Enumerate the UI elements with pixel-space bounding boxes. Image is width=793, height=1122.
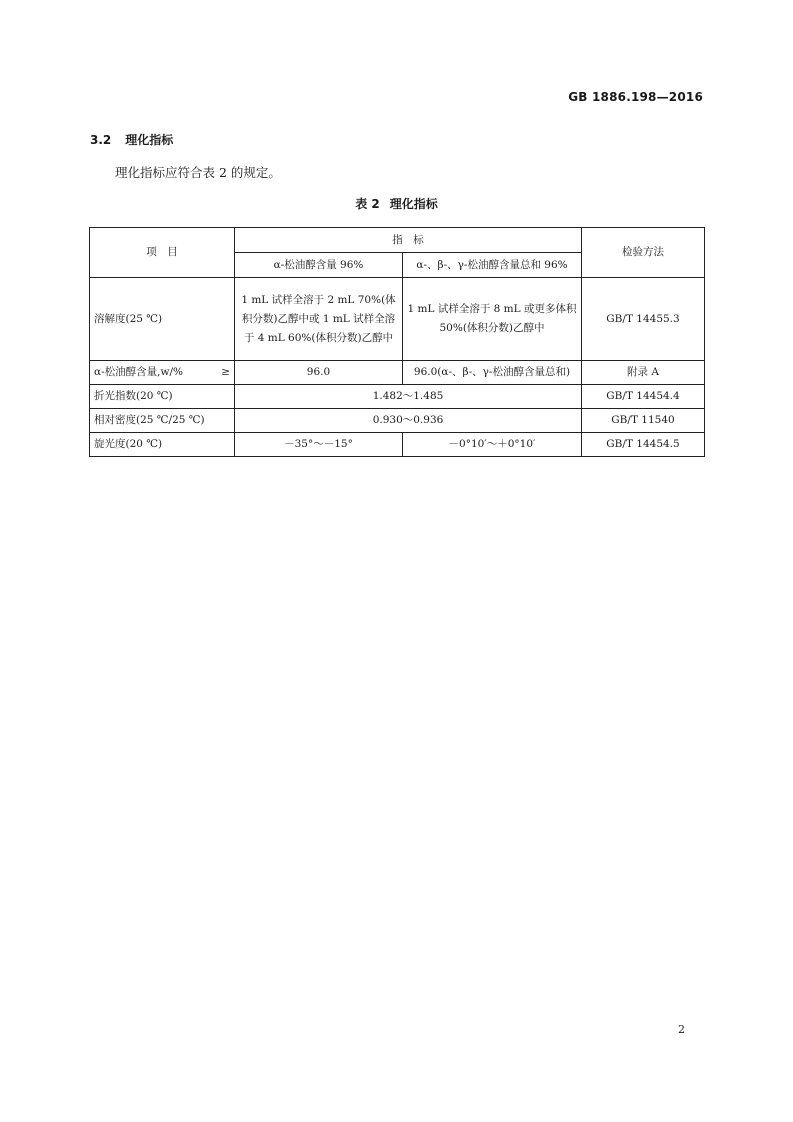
table-row [90,385,705,409]
cell-value: 1 mL 试样全溶于 8 mL 或更多体积 50%(体积分数)乙醇中 [403,278,582,361]
cell-method: GB/T 14455.3 [582,278,705,361]
table-caption [0,195,793,212]
cell-method: GB/T 14454.5 [582,433,705,457]
section-title: 理化指标 [125,133,174,147]
cell-value: 96.0 [235,361,403,385]
table-caption-number: 表 2 [355,197,380,211]
body-paragraph: 理化指标应符合表 2 的规定。 [115,165,281,180]
cell-value: －35°～－15° [235,433,403,457]
table-header-row [90,228,705,253]
table-caption-title: 理化指标 [389,197,438,211]
standard-code: GB 1886.198—2016 [568,90,703,104]
cell-item: 折光指数(20 ℃) [90,385,235,409]
cell-item: 旋光度(20 ℃) [90,433,235,457]
cell-item-label: α-松油醇含量,w/% [94,366,183,378]
subheader-alpha: α-松油醇含量 96% [235,253,403,278]
cell-value: －0°10′～＋0°10′ [403,433,582,457]
subheader-total: α-、β-、γ-松油醇含量总和 96% [403,253,582,278]
cell-item: 溶解度(25 ℃) [90,278,235,361]
page-number: 2 [678,1023,685,1036]
cell-method: 附录 A [582,361,705,385]
cell-item [90,361,235,385]
section-number: 3.2 [90,133,112,147]
cell-item: 相对密度(25 ℃/25 ℃) [90,409,235,433]
cell-item-symbol: ≥ [221,366,230,378]
header-index: 指 标 [235,228,582,253]
header-item: 项 目 [90,228,235,278]
cell-method: GB/T 11540 [582,409,705,433]
cell-value: 96.0(α-、β-、γ-松油醇含量总和) [403,361,582,385]
cell-value: 1 mL 试样全溶于 2 mL 70%(体积分数)乙醇中或 1 mL 试样全溶于 4 mL 60%(体积分数)乙醇中 [235,278,403,361]
table-row [90,361,705,385]
cell-value: 0.930～0.936 [235,409,582,433]
table-row [90,278,705,361]
header-method: 检验方法 [582,228,705,278]
table-row [90,433,705,457]
table-row [90,409,705,433]
spec-table [89,227,705,457]
cell-value: 1.482～1.485 [235,385,582,409]
section-heading [90,131,173,148]
cell-method: GB/T 14454.4 [582,385,705,409]
